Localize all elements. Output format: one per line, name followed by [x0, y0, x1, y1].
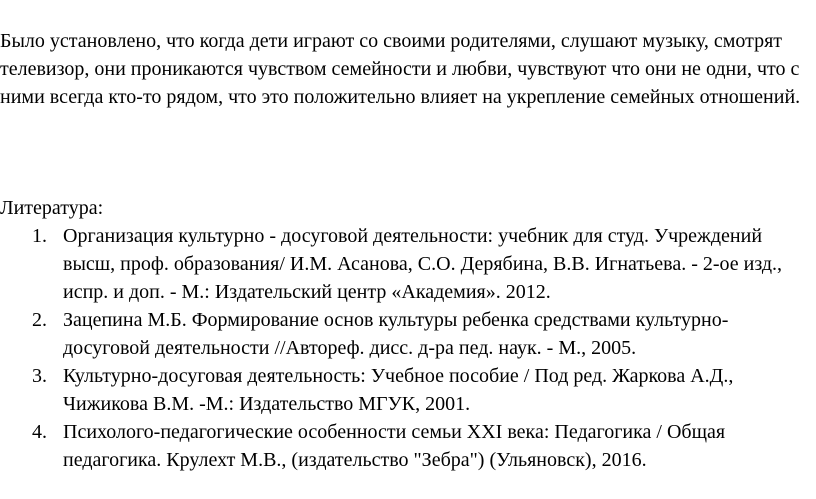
- reference-item: [0, 306, 812, 362]
- literature-heading: Литература:: [0, 197, 104, 219]
- reference-number: 2.: [32, 309, 47, 331]
- reference-number: 1.: [32, 225, 47, 247]
- reference-text: Зацепина М.Б. Формирование основ культуры ребенка средствами культурно-досуговой деятельности //Автореф. дисс. д-ра пед. наук. - М., 2005.: [63, 309, 729, 359]
- reference-number: 3.: [32, 365, 47, 387]
- body-paragraph: Было установлено, что когда дети играют со своими родителями, слушают музыку, смотрят телевизор, они проникаются чувством семейности и любви, чувствуют что они не одни, что с ними всегда кто-то рядом, что это положительно влияет на укрепление семейных отношений.: [0, 30, 801, 108]
- reference-text: Культурно-досуговая деятельность: Учебное пособие / Под ред. Жаркова А.Д., Чижикова В.М. -М.: Издательство МГУК, 2001.: [63, 365, 734, 415]
- reference-number: 4.: [32, 421, 47, 443]
- reference-item: [0, 222, 812, 306]
- reference-text: Психолого-педагогические особенности семьи XXI века: Педагогика / Общая педагогика. Крулехт М.В., (издательство "Зебра") (Ульяновск), 2016.: [63, 421, 726, 471]
- reference-list: [0, 222, 812, 474]
- reference-item: [0, 362, 812, 418]
- reference-item: [0, 418, 812, 474]
- reference-text: Организация культурно - досуговой деятельности: учебник для студ. Учреждений высш, проф. образования/ И.М. Асанова, С.О. Дерябина, В.В. Игнатьева. - 2-ое изд., испр. и доп. - М.: Издательский центр «Академия». 2012.: [63, 225, 783, 303]
